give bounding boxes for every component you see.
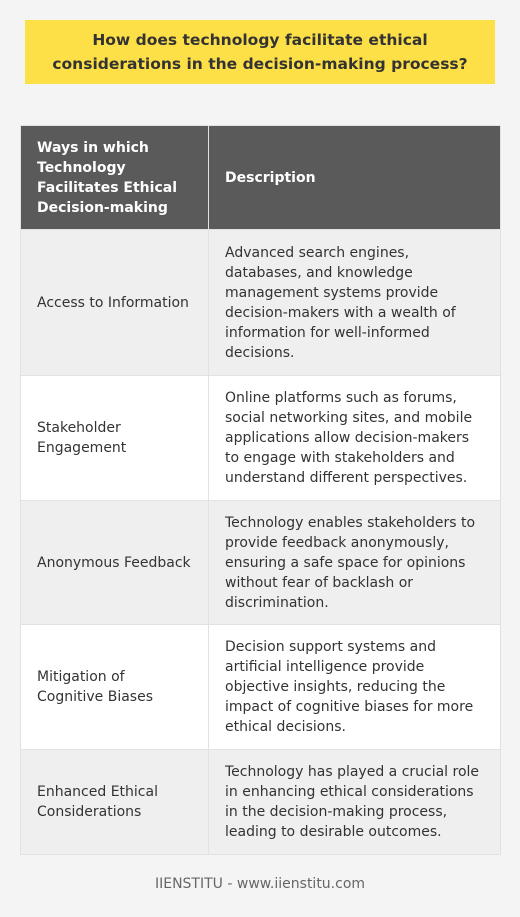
title-banner [25,20,495,84]
table-row [21,625,501,750]
row-description: Technology has played a crucial role in enhancing ethical considerations in the decision-making process, leading to desirable outcomes. [209,750,501,855]
row-description: Technology enables stakeholders to provide feedback anonymously, ensuring a safe space for opinions without fear of backlash or discrimination. [209,501,501,625]
table-header-row [21,126,501,230]
row-way: Enhanced Ethical Considerations [21,750,209,855]
row-way: Anonymous Feedback [21,501,209,625]
header-ways: Ways in which Technology Facilitates Ethical Decision-making [21,126,209,230]
table-row [21,376,501,501]
table-row [21,750,501,855]
table-row [21,501,501,625]
header-description: Description [209,126,501,230]
page-title: How does technology facilitate ethical considerations in the decision-making process? [52,31,468,73]
ethics-table [20,125,501,855]
row-description: Decision support systems and artificial intelligence provide objective insights, reducing the impact of cognitive biases for more ethical decisions. [209,625,501,750]
table-row [21,230,501,376]
row-way: Stakeholder Engagement [21,376,209,501]
footer-credit: IIENSTITU - www.iienstitu.com [154,876,366,892]
row-way: Mitigation of Cognitive Biases [21,625,209,750]
row-way: Access to Information [21,230,209,376]
row-description: Advanced search engines, databases, and knowledge management systems provide decision-makers with a wealth of information for well-informed decisions. [209,230,501,376]
row-description: Online platforms such as forums, social networking sites, and mobile applications allow decision-makers to engage with stakeholders and understand different perspectives. [209,376,501,501]
